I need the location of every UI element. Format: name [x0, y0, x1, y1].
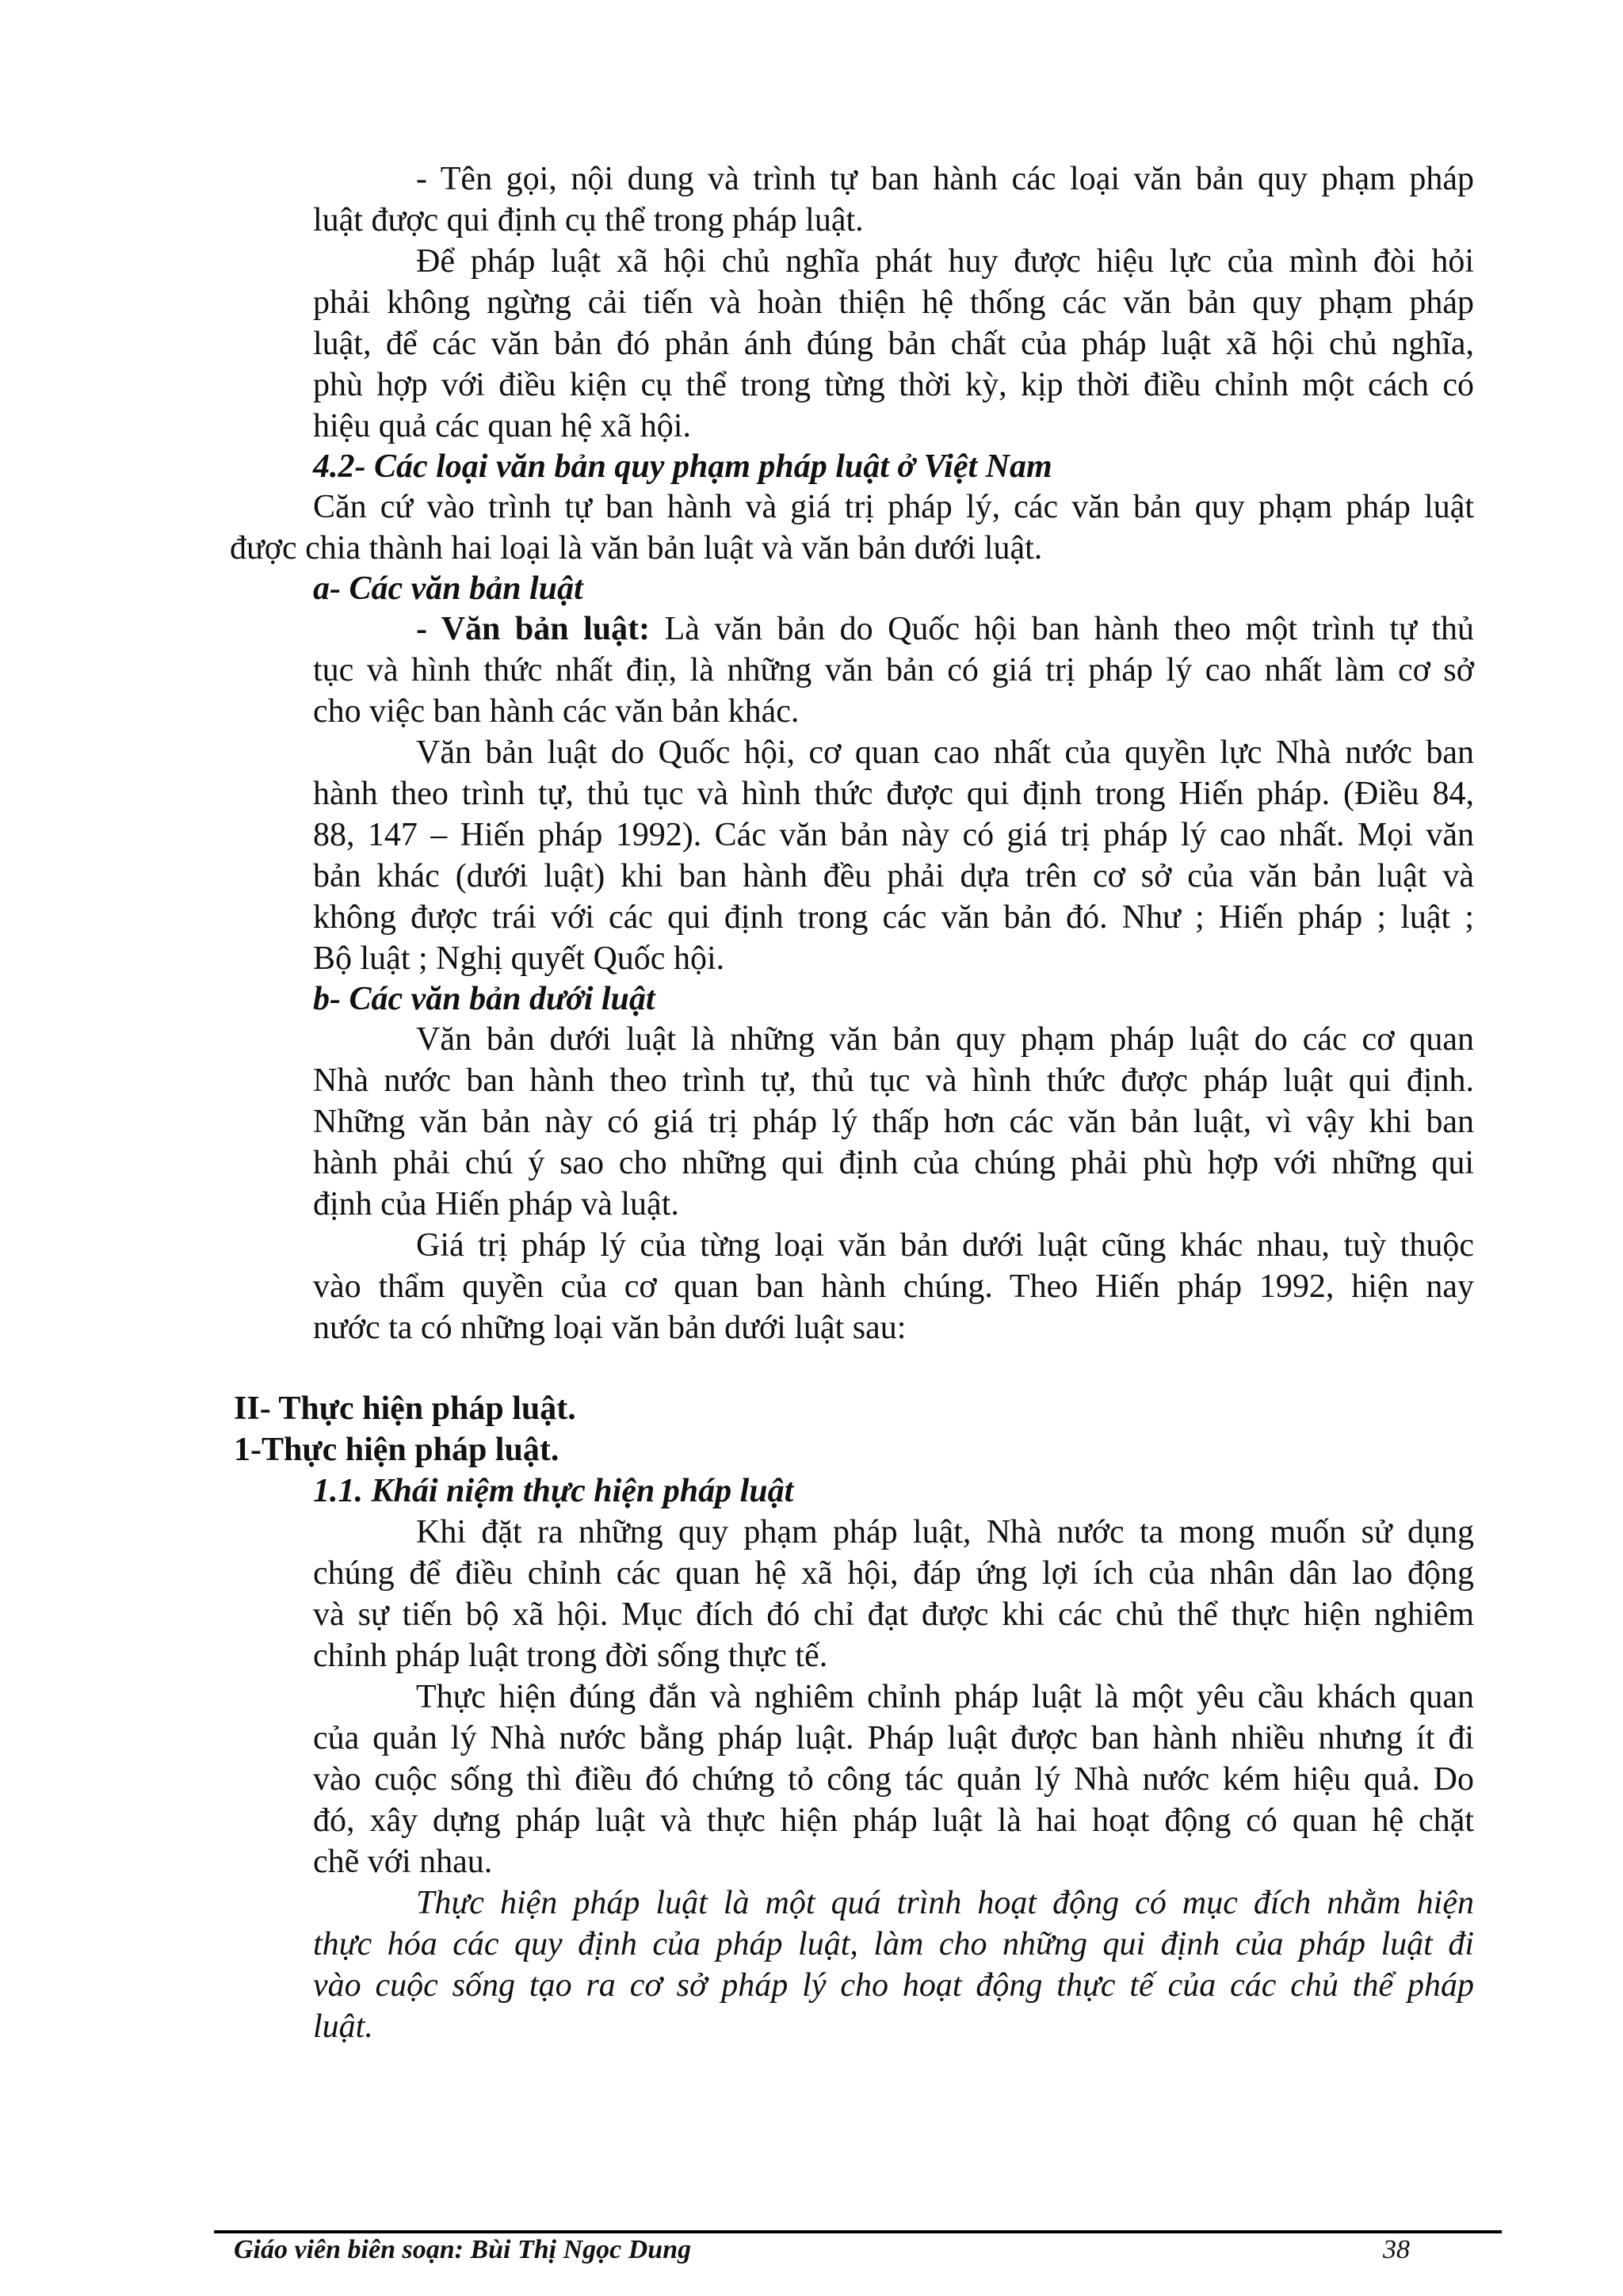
- text-line: 88, 147 – Hiến pháp 1992). Các văn bản này có giá trị pháp lý cao nhất. Mọi văn: [313, 817, 1474, 853]
- text-line: Những văn bản này có giá trị pháp lý thấp hơn các văn bản luật, vì vậy khi ban: [313, 1104, 1474, 1140]
- text-line: bản khác (dưới luật) khi ban hành đều phải dựa trên cơ sở của văn bản luật và: [313, 858, 1474, 894]
- text-line: chúng để điều chỉnh các quan hệ xã hội, đáp ứng lợi ích của nhân dân lao động: [313, 1555, 1474, 1592]
- text-line: không được trái với các qui định trong các văn bản đó. Như ; Hiến pháp ; luật ;: [313, 899, 1474, 936]
- footer-author: Giáo viên biên soạn: Bùi Thị Ngọc Dung: [234, 2235, 692, 2264]
- definition-line: luật.: [313, 2008, 373, 2045]
- definition-line: Thực hiện pháp luật là một quá trình hoạt động có mục đích nhằm hiện: [416, 1885, 1474, 1921]
- text-line: hiệu quả các quan hệ xã hội.: [313, 408, 691, 444]
- subsection-heading-1-1: 1.1. Khái niệm thực hiện pháp luật: [313, 1473, 794, 1509]
- text-line: cho việc ban hành các văn bản khác.: [313, 693, 800, 730]
- text-line: định của Hiến pháp và luật.: [313, 1186, 679, 1222]
- text-line: và sự tiến bộ xã hội. Mục đích đó chỉ đạt được khi các chủ thể thực hiện nghiêm: [313, 1596, 1474, 1633]
- text-line: Văn bản dưới luật là những văn bản quy phạm pháp luật do các cơ quan: [416, 1021, 1474, 1058]
- text-line: phù hợp với điều kiện cụ thể trong từng thời kỳ, kịp thời điều chỉnh một cách có: [313, 367, 1474, 403]
- text-line: Thực hiện đúng đắn và nghiêm chỉnh pháp luật là một yêu cầu khách quan: [416, 1679, 1474, 1715]
- text-line: vào cuộc sống thì điều đó chứng tỏ công tác quản lý Nhà nước kém hiệu quả. Do: [313, 1761, 1474, 1798]
- section-heading-4-2: 4.2- Các loại văn bản quy phạm pháp luật ở Việt Nam: [313, 448, 1052, 485]
- text-line: - Tên gọi, nội dung và trình tự ban hành các loại văn bản quy phạm pháp: [416, 161, 1474, 197]
- text-line: chẽ với nhau.: [313, 1844, 493, 1880]
- text-line: Bộ luật ; Nghị quyết Quốc hội.: [313, 940, 725, 977]
- term-label: - Văn bản luật:: [416, 611, 651, 647]
- chapter-heading-ii: II- Thực hiện pháp luật.: [234, 1390, 576, 1427]
- text-line: Văn bản luật do Quốc hội, cơ quan cao nhất của quyền lực Nhà nước ban: [416, 734, 1474, 771]
- subsection-heading-a: a- Các văn bản luật: [313, 570, 583, 607]
- text-line: Căn cứ vào trình tự ban hành và giá trị pháp lý, các văn bản quy phạm pháp luật: [313, 489, 1474, 525]
- text-line: được chia thành hai loại là văn bản luật và văn bản dưới luật.: [230, 530, 1043, 566]
- text-line: Khi đặt ra những quy phạm pháp luật, Nhà nước ta mong muốn sử dụng: [416, 1514, 1474, 1550]
- text-line: tục và hình thức nhất điṇ, là những văn bản có giá trị pháp lý cao nhất làm cơ sở: [313, 652, 1474, 688]
- definition-line: thực hóa các quy định của pháp luật, làm cho những qui định của pháp luật đi: [313, 1926, 1474, 1962]
- section-heading-1: 1-Thực hiện pháp luật.: [234, 1432, 559, 1468]
- page-number: 38: [1383, 2235, 1410, 2264]
- text-line: hành phải chú ý sao cho những qui định của chúng phải phù hợp với những qui: [313, 1145, 1474, 1181]
- text-line: Nhà nước ban hành theo trình tự, thủ tục và hình thức được pháp luật qui định.: [313, 1062, 1474, 1099]
- text-line: của quản lý Nhà nước bằng pháp luật. Pháp luật được ban hành nhiều nhưng ít đi: [313, 1720, 1474, 1756]
- text-line: luật được qui định cụ thể trong pháp luật.: [313, 202, 864, 238]
- text-line: vào thẩm quyền của cơ quan ban hành chúng. Theo Hiến pháp 1992, hiện nay: [313, 1268, 1474, 1305]
- text-line: chỉnh pháp luật trong đời sống thực tế.: [313, 1638, 828, 1674]
- text-line: hành theo trình tự, thủ tục và hình thức được qui định trong Hiến pháp. (Điều 84,: [313, 776, 1474, 812]
- term-definition: Là văn bản do Quốc hội ban hành theo một trình tự thủ: [650, 611, 1474, 647]
- text-line: [416, 608, 1474, 650]
- text-line: nước ta có những loại văn bản dưới luật sau:: [313, 1310, 907, 1346]
- text-line: Để pháp luật xã hội chủ nghĩa phát huy được hiệu lực của mình đòi hỏi: [416, 243, 1474, 280]
- subsection-heading-b: b- Các văn bản dưới luật: [313, 981, 655, 1017]
- text-line: Giá trị pháp lý của từng loại văn bản dưới luật cũng khác nhau, tuỳ thuộc: [416, 1227, 1474, 1264]
- text-line: luật, để các văn bản đó phản ánh đúng bản chất của pháp luật xã hội chủ nghĩa,: [313, 326, 1474, 362]
- text-line: phải không ngừng cải tiến và hoàn thiện hệ thống các văn bản quy phạm pháp: [313, 284, 1474, 321]
- text-line: đó, xây dựng pháp luật và thực hiện pháp luật là hai hoạt động có quan hệ chặt: [313, 1802, 1474, 1839]
- definition-line: vào cuộc sống tạo ra cơ sở pháp lý cho hoạt động thực tế của các chủ thể pháp: [313, 1967, 1474, 2004]
